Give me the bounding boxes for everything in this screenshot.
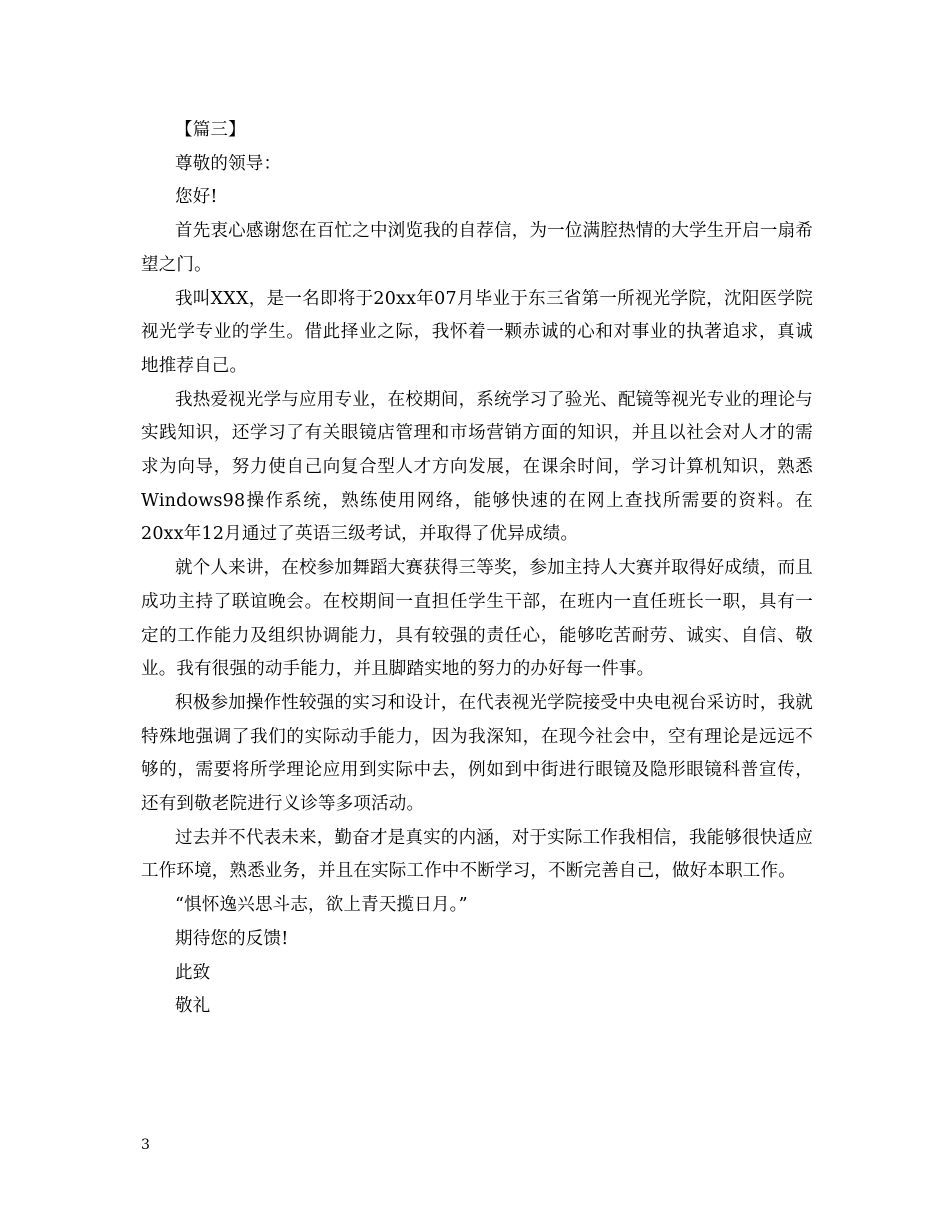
closing-phrase: 此致 (175, 962, 211, 983)
paragraph: 我热爱视光学与应用专业，在校期间，系统学习了验光、配镜等视光专业的理论与实践知识，还学习了有关眼镜店管理和市场营销方面的知识，并且以社会对人才的需求为向导，努力使自己向复合型人才方向发展，在课余时间，学习计算机知识，熟悉Windows98操作系统，熟练使用网络，能够快速的在网上查找所需要的资料。在20xx年12月通过了英语三级考试，并取得了优异成绩。 (141, 389, 813, 545)
greeting: 您好! (175, 187, 218, 208)
quote: “惧怀逸兴思斗志，欲上青天揽日月。” (175, 895, 468, 916)
page-number: 3 (141, 1137, 150, 1153)
paragraph: 首先衷心感谢您在百忙之中浏览我的自荐信，为一位满腔热情的大学生开启一扇希望之门。 (141, 221, 813, 275)
paragraph: 就个人来讲，在校参加舞蹈大赛获得三等奖，参加主持人大赛并取得好成绩，而且成功主持了联谊晚会。在校期间一直担任学生干部，在班内一直任班长一职，具有一定的工作能力及组织协调能力，具有较强的责任心，能够吃苦耐劳、诚实、自信、敬业。我有很强的动手能力，并且脚踏实地的努力的办好每一件事。 (141, 558, 813, 680)
paragraph: 我叫XXX，是一名即将于20xx年07月毕业于东三省第一所视光学院，沈阳医学院视光学专业的学生。借此择业之际，我怀着一颗赤诚的心和对事业的执著追求，真诚地推荐自己。 (141, 288, 813, 376)
closing-phrase: 敬礼 (175, 996, 211, 1017)
letter-body (141, 114, 813, 1024)
salutation: 尊敬的领导： (175, 153, 282, 174)
closing-line: 期待您的反馈! (175, 928, 289, 949)
paragraph: 积极参加操作性较强的实习和设计，在代表视光学院接受中央电视台采访时，我就特殊地强调了我们的实际动手能力，因为我深知，在现今社会中，空有理论是远远不够的，需要将所学理论应用到实际中去，例如到中街进行眼镜及隐形眼镜科普宣传，还有到敬老院进行义诊等多项活动。 (141, 692, 813, 815)
section-heading: 【篇三】 (175, 120, 246, 140)
paragraph: 过去并不代表未来，勤奋才是真实的内涵，对于实际工作我相信，我能够很快适应工作环境，熟悉业务，并且在实际工作中不断学习，不断完善自己，做好本职工作。 (141, 827, 813, 882)
